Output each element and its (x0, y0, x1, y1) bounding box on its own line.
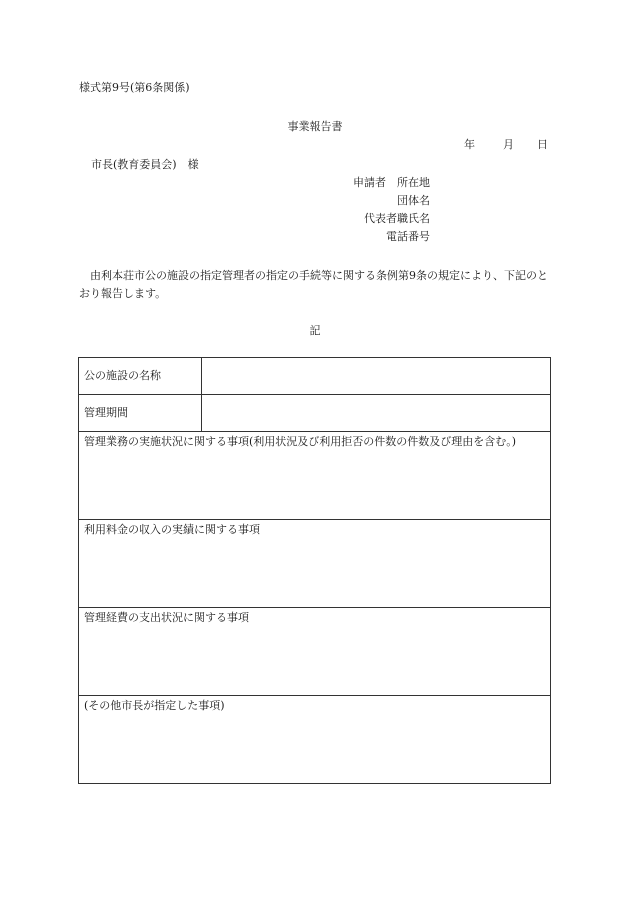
facility-name-label: 公の施設の名称 (79, 358, 202, 395)
applicant-org-label: 団体名 (397, 194, 430, 207)
table-row-facility-name (79, 358, 551, 395)
applicant-address-label: 申請者 所在地 (353, 176, 430, 189)
fee-income-section: 利用料金の収入の実績に関する事項 (79, 520, 551, 608)
document-title: 事業報告書 (287, 120, 343, 133)
table-row-implementation[interactable] (79, 432, 551, 520)
facility-name-value[interactable] (202, 358, 551, 395)
addressee: 市長(教育委員会) 様 (91, 158, 199, 171)
management-period-label: 管理期間 (79, 395, 202, 432)
report-table (78, 357, 551, 784)
table-row-fee-income[interactable] (79, 520, 551, 608)
table-row-expense[interactable] (79, 608, 551, 696)
applicant-phone-label: 電話番号 (386, 230, 430, 243)
date-day-label: 日 (537, 138, 548, 151)
body-paragraph: 由利本荘市公の施設の指定管理者の指定の手続等に関する条例第9条の規定により、下記のとおり報告します。 (79, 269, 548, 300)
ki-label: 記 (309, 324, 321, 337)
table-row-other[interactable] (79, 696, 551, 784)
management-period-value[interactable] (202, 395, 551, 432)
other-section: (その他市長が指定した事項) (79, 696, 551, 784)
applicant-rep-label: 代表者職氏名 (364, 212, 430, 225)
implementation-section: 管理業務の実施状況に関する事項(利用状況及び利用拒否の件数の件数及び理由を含む。) (79, 432, 551, 520)
expense-section: 管理経費の支出状況に関する事項 (79, 608, 551, 696)
table-row-management-period (79, 395, 551, 432)
form-number: 様式第9号(第6条関係) (79, 81, 190, 94)
date-month-label: 月 (503, 138, 514, 151)
date-year-label: 年 (464, 138, 475, 151)
